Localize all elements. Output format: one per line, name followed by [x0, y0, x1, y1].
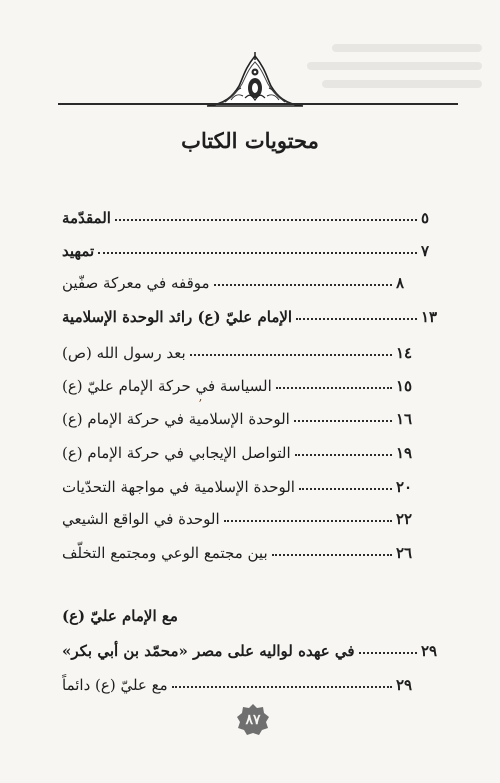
leader-dots: [299, 487, 392, 490]
leader-dots: [224, 519, 392, 522]
toc-entry-label: الوحدة الإسلامية في مواجهة التحدّيات: [62, 478, 295, 496]
toc-entry-page: ٨: [396, 274, 405, 292]
toc-entry: [62, 262, 422, 292]
toc-entry-page: ٢٢: [396, 510, 413, 528]
toc-entry-label: الإمام عليّ (ع) رائد الوحدة الإسلامية: [62, 308, 293, 326]
toc-entry: [62, 398, 422, 428]
toc-entry: [62, 532, 422, 562]
leader-dots: [295, 453, 392, 456]
ink-mark: ʼ: [198, 397, 202, 411]
toc-entry-label: الوحدة الإسلامية في حركة الإمام (ع): [62, 410, 290, 428]
leader-dots: [272, 553, 392, 556]
toc-entry: [62, 332, 422, 362]
toc-entry-label: الوحدة في الواقع الشيعي: [62, 510, 220, 528]
leader-dots: [190, 353, 392, 356]
toc-entry-label: المقدّمة: [62, 209, 111, 227]
toc-entry-page: ٢٦: [396, 544, 413, 562]
page-number-badge: [236, 703, 270, 737]
toc-entry-page: ٢٩: [396, 676, 413, 694]
toc-entry: [62, 296, 447, 326]
leader-dots: [115, 218, 417, 221]
toc-entry-page: ٢٠: [396, 478, 413, 496]
leader-dots: [214, 283, 392, 286]
leader-dots: [182, 618, 417, 619]
toc-entry-page: ٧: [421, 242, 430, 260]
leader-dots: [98, 251, 417, 254]
toc-entry-page: ٥: [421, 209, 430, 227]
leader-dots: [276, 386, 392, 389]
toc-entry-page: ١٣: [421, 308, 438, 326]
page-title: محتويات الكتاب: [181, 128, 319, 153]
toc-entry-page: ١٥: [396, 377, 413, 395]
toc-entry-page: ١٦: [396, 410, 413, 428]
toc-entry-label: تمهيد: [62, 242, 95, 260]
toc-entry: [62, 630, 447, 660]
toc-entry: [62, 664, 422, 694]
toc-entry-label: السياسة في حركة الإمام عليّ (ع): [62, 377, 272, 395]
toc-entry: [62, 432, 422, 462]
toc-entry: [62, 595, 447, 625]
toc-entry-page: ١٤: [396, 344, 413, 362]
toc-entry-label: في عهده لواليه على مصر «محمّد بن أبي بكر»: [62, 642, 355, 660]
toc-entry: [62, 498, 422, 528]
toc-entry-label: موقفه في معركة صفّين: [62, 274, 210, 292]
toc-entry-label: مع الإمام عليّ (ع): [62, 607, 178, 625]
toc-entry: [62, 466, 422, 496]
leader-dots: [172, 685, 392, 688]
leader-dots: [294, 419, 392, 422]
page-number: ٨٧: [245, 712, 261, 728]
toc-entry-page: ٢٩: [421, 642, 438, 660]
toc-entry: [62, 197, 447, 227]
toc-entry: [62, 365, 422, 395]
toc-entry-label: بين مجتمع الوعي ومجتمع التخلّف: [62, 544, 268, 562]
leader-dots: [296, 317, 417, 320]
toc-entry-page: ١٩: [396, 444, 413, 462]
toc-entry-label: مع عليّ (ع) دائماً: [62, 676, 168, 694]
leader-dots: [359, 651, 417, 654]
toc-entry-label: التواصل الإيجابي في حركة الإمام (ع): [62, 444, 291, 462]
toc-entry: [62, 230, 447, 260]
toc-entry-label: بعد رسول الله (ص): [62, 344, 186, 362]
